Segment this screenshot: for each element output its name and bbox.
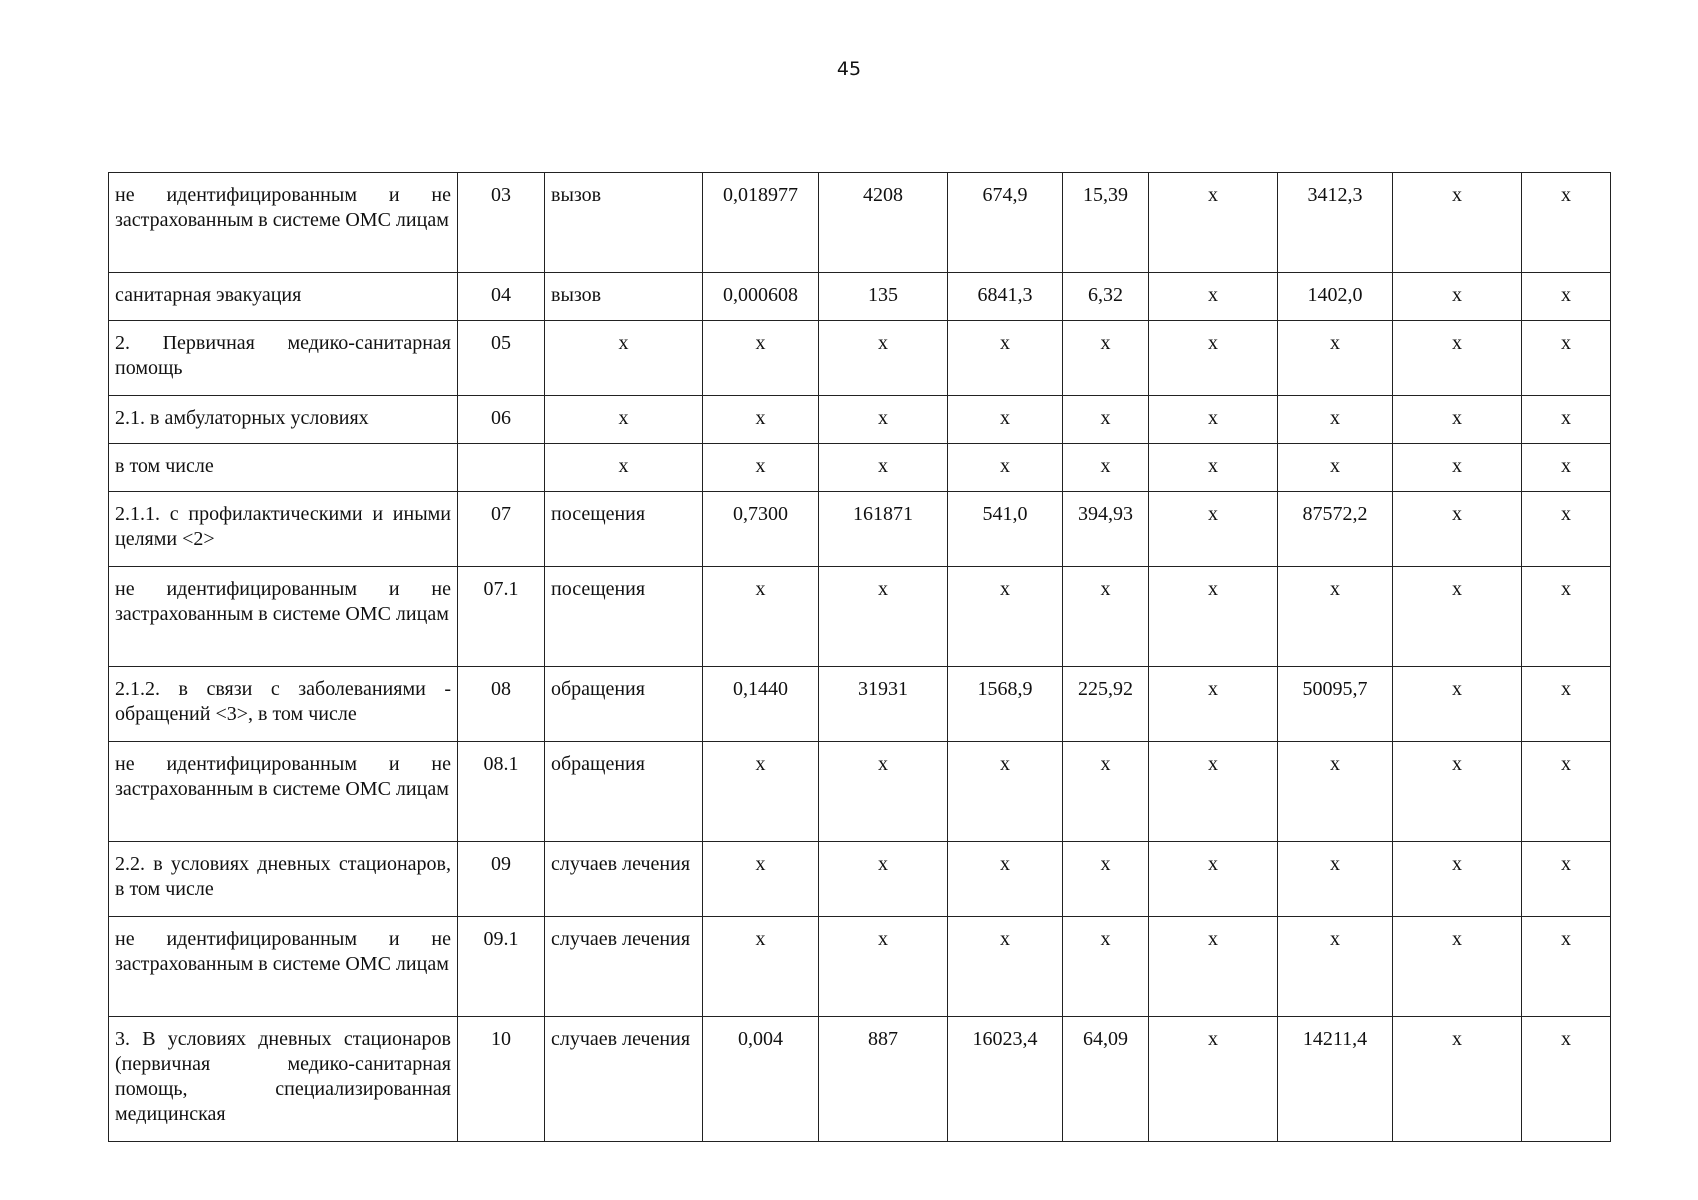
row-unit-cell: х — [545, 396, 703, 444]
row-value-cell: 6,32 — [1063, 273, 1149, 321]
row-value-cell: х — [1278, 742, 1393, 842]
row-name-cell: не идентифицированным и не застрахованным в системе ОМС лицам — [109, 742, 458, 842]
row-value-cell: х — [1393, 742, 1522, 842]
row-unit-cell: случаев лечения — [545, 1017, 703, 1142]
row-value-cell: 674,9 — [948, 173, 1063, 273]
row-value-cell: 161871 — [819, 492, 948, 567]
row-name-cell: санитарная эвакуация — [109, 273, 458, 321]
row-name-cell: не идентифицированным и не застрахованным в системе ОМС лицам — [109, 567, 458, 667]
row-name-cell: 3. В условиях дневных стационаров (первичная медико-санитарная помощь, специализированная медицинская — [109, 1017, 458, 1142]
row-name-cell: в том числе — [109, 444, 458, 492]
row-value-cell: 0,7300 — [703, 492, 819, 567]
row-value-cell: 0,000608 — [703, 273, 819, 321]
row-code-cell: 09.1 — [458, 917, 545, 1017]
row-value-cell: 394,93 — [1063, 492, 1149, 567]
row-value-cell: х — [1063, 396, 1149, 444]
table-row — [109, 396, 1611, 444]
row-value-cell: х — [1063, 742, 1149, 842]
row-value-cell: 4208 — [819, 173, 948, 273]
row-value-cell: х — [1522, 742, 1611, 842]
row-unit-cell: посещения — [545, 492, 703, 567]
row-code-cell: 08 — [458, 667, 545, 742]
row-value-cell: х — [1522, 567, 1611, 667]
row-code-cell: 05 — [458, 321, 545, 396]
row-value-cell: 541,0 — [948, 492, 1063, 567]
data-table — [108, 172, 1611, 1142]
row-value-cell: 50095,7 — [1278, 667, 1393, 742]
row-value-cell: х — [1149, 321, 1278, 396]
row-value-cell: х — [703, 742, 819, 842]
table-row — [109, 173, 1611, 273]
row-code-cell: 07.1 — [458, 567, 545, 667]
row-value-cell: х — [948, 396, 1063, 444]
row-value-cell: х — [948, 321, 1063, 396]
row-value-cell: х — [1393, 396, 1522, 444]
table-row — [109, 273, 1611, 321]
row-value-cell: х — [703, 917, 819, 1017]
row-unit-cell: случаев лечения — [545, 842, 703, 917]
row-value-cell: х — [1278, 842, 1393, 917]
row-value-cell: х — [1278, 917, 1393, 1017]
row-value-cell: х — [1522, 1017, 1611, 1142]
table-row — [109, 321, 1611, 396]
row-unit-cell: посещения — [545, 567, 703, 667]
table-row — [109, 667, 1611, 742]
row-code-cell: 06 — [458, 396, 545, 444]
row-value-cell: х — [1393, 321, 1522, 396]
row-name-cell: 2.2. в условиях дневных стационаров, в том числе — [109, 842, 458, 917]
row-value-cell: х — [703, 842, 819, 917]
row-value-cell: 0,004 — [703, 1017, 819, 1142]
row-value-cell: 15,39 — [1063, 173, 1149, 273]
row-value-cell: 6841,3 — [948, 273, 1063, 321]
row-value-cell: х — [1393, 567, 1522, 667]
row-value-cell: х — [948, 444, 1063, 492]
row-value-cell: х — [1063, 444, 1149, 492]
row-unit-cell: вызов — [545, 273, 703, 321]
table-row — [109, 444, 1611, 492]
row-value-cell: х — [1393, 173, 1522, 273]
table-row — [109, 842, 1611, 917]
row-value-cell: 3412,3 — [1278, 173, 1393, 273]
row-value-cell: х — [1522, 321, 1611, 396]
row-name-cell: 2.1.1. с профилактическими и иными целями <2> — [109, 492, 458, 567]
row-value-cell: х — [1393, 492, 1522, 567]
row-value-cell: х — [1149, 1017, 1278, 1142]
row-value-cell: х — [819, 444, 948, 492]
row-code-cell: 08.1 — [458, 742, 545, 842]
row-code-cell: 03 — [458, 173, 545, 273]
row-value-cell: х — [1393, 917, 1522, 1017]
row-value-cell: х — [948, 917, 1063, 1017]
row-value-cell: х — [819, 567, 948, 667]
row-value-cell: х — [1393, 273, 1522, 321]
row-value-cell: 16023,4 — [948, 1017, 1063, 1142]
row-value-cell: х — [1063, 842, 1149, 917]
row-value-cell: х — [948, 742, 1063, 842]
row-value-cell: х — [1278, 396, 1393, 444]
page-number: 45 — [836, 58, 862, 80]
row-value-cell: х — [1149, 567, 1278, 667]
row-value-cell: х — [1149, 173, 1278, 273]
row-code-cell: 07 — [458, 492, 545, 567]
row-value-cell: х — [1522, 444, 1611, 492]
row-unit-cell: х — [545, 444, 703, 492]
row-name-cell: не идентифицированным и не застрахованным в системе ОМС лицам — [109, 173, 458, 273]
table-row — [109, 742, 1611, 842]
row-value-cell: х — [1522, 842, 1611, 917]
row-value-cell: 887 — [819, 1017, 948, 1142]
row-value-cell: х — [703, 567, 819, 667]
row-code-cell — [458, 444, 545, 492]
row-name-cell: 2.1. в амбулаторных условиях — [109, 396, 458, 444]
row-name-cell: не идентифицированным и не застрахованным в системе ОМС лицам — [109, 917, 458, 1017]
row-value-cell: х — [703, 396, 819, 444]
row-value-cell: х — [819, 396, 948, 444]
row-value-cell: х — [1522, 917, 1611, 1017]
row-value-cell: х — [1063, 321, 1149, 396]
row-value-cell: 1568,9 — [948, 667, 1063, 742]
row-unit-cell: вызов — [545, 173, 703, 273]
row-value-cell: х — [1393, 842, 1522, 917]
row-value-cell: х — [1149, 917, 1278, 1017]
row-name-cell: 2.1.2. в связи с заболеваниями - обращений <3>, в том числе — [109, 667, 458, 742]
row-value-cell: х — [819, 321, 948, 396]
row-value-cell: 64,09 — [1063, 1017, 1149, 1142]
row-value-cell: х — [1149, 396, 1278, 444]
row-value-cell: х — [703, 321, 819, 396]
row-value-cell: 0,1440 — [703, 667, 819, 742]
row-unit-cell: обращения — [545, 667, 703, 742]
row-value-cell: х — [1522, 273, 1611, 321]
row-value-cell: 31931 — [819, 667, 948, 742]
row-unit-cell: случаев лечения — [545, 917, 703, 1017]
row-code-cell: 09 — [458, 842, 545, 917]
row-value-cell: х — [1149, 273, 1278, 321]
row-code-cell: 04 — [458, 273, 545, 321]
row-value-cell: х — [819, 842, 948, 917]
row-value-cell: х — [1149, 444, 1278, 492]
row-value-cell: х — [948, 567, 1063, 667]
row-value-cell: х — [1393, 444, 1522, 492]
row-value-cell: 87572,2 — [1278, 492, 1393, 567]
row-value-cell: х — [1522, 396, 1611, 444]
row-value-cell: 1402,0 — [1278, 273, 1393, 321]
row-value-cell: х — [1278, 444, 1393, 492]
row-value-cell: х — [1522, 667, 1611, 742]
row-value-cell: 135 — [819, 273, 948, 321]
row-value-cell: х — [1063, 917, 1149, 1017]
row-value-cell: х — [1522, 173, 1611, 273]
row-value-cell: 225,92 — [1063, 667, 1149, 742]
row-value-cell: х — [703, 444, 819, 492]
row-name-cell: 2. Первичная медико-санитарная помощь — [109, 321, 458, 396]
row-value-cell: х — [1278, 321, 1393, 396]
table-row — [109, 1017, 1611, 1142]
row-value-cell: х — [948, 842, 1063, 917]
row-code-cell: 10 — [458, 1017, 545, 1142]
row-value-cell: х — [1522, 492, 1611, 567]
table-row — [109, 917, 1611, 1017]
table-row — [109, 567, 1611, 667]
row-value-cell: х — [1393, 667, 1522, 742]
row-value-cell: х — [1149, 492, 1278, 567]
row-value-cell: х — [1149, 742, 1278, 842]
row-value-cell: 0,018977 — [703, 173, 819, 273]
row-unit-cell: обращения — [545, 742, 703, 842]
row-value-cell: х — [1278, 567, 1393, 667]
row-value-cell: х — [1063, 567, 1149, 667]
table-row — [109, 492, 1611, 567]
row-value-cell: х — [1149, 667, 1278, 742]
row-value-cell: х — [1149, 842, 1278, 917]
row-unit-cell: х — [545, 321, 703, 396]
table-body — [109, 173, 1611, 1142]
row-value-cell: х — [819, 917, 948, 1017]
row-value-cell: х — [1393, 1017, 1522, 1142]
row-value-cell: х — [819, 742, 948, 842]
row-value-cell: 14211,4 — [1278, 1017, 1393, 1142]
